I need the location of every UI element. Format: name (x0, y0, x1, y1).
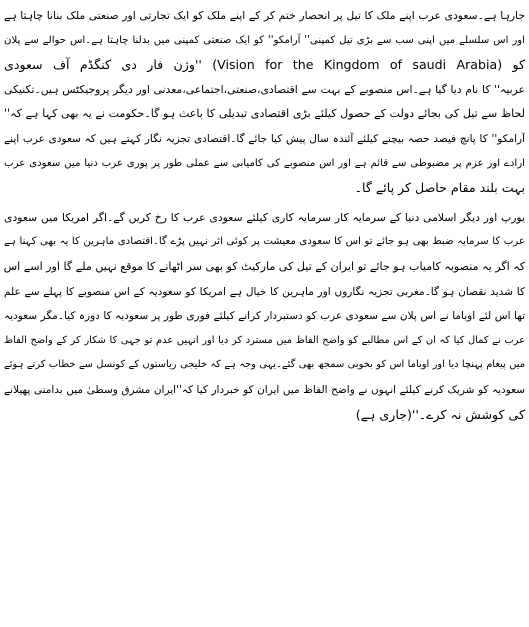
text-line: کو (Vision for the Kingdom of saudi Arabia) ''وژن فار دی کنگڈم آف سعودی (4, 57, 525, 73)
article-paragraph-1 (4, 4, 525, 201)
text-line: کی کوشش نہ کرے۔''(جاری ہے) (355, 406, 525, 422)
text-line: عربیہ'' کا نام دیا گیا ہے۔اس منصوبے کے بہت سے اقتصادی،صنعتی،اجتماعی،معدنی اور دیگر پروجیکٹس ہیں۔تکنیکی (4, 82, 525, 96)
text-line: لحاظ سے تیل کی بجائے دولت کے حصول کیلئے بڑی اقتصادی تبدیلی کا باعث ہو گا۔حکومت نے یہ بھی کہا ہے کہ'' (4, 107, 525, 121)
text-line: تھا اس لئے اوباما نے اس پلان سے سعودی عرب کو دستبردار کرانے کیلئے فوری طور پر سعودیہ کا دورہ کیا۔مگر سعودیہ (4, 310, 525, 323)
text-line: اور اس سلسلے میں اپنی سب سے بڑی تیل کمپنی'' آرامکو'' کو ایک صنعتی کمپنی میں بدلنا چاہتا ہے۔اس حوالے سے پلان (4, 34, 525, 46)
text-line: یورپ اور دیگر اسلامی دنیا کے سرمایہ کار سرمایہ کاری کیلئے سعودی عرب کا رخ کریں گے۔اگر امریکا میں سعودی (4, 210, 525, 224)
text-line: ارادے اور عزم پر مضبوطی سے قائم ہے اور اس منصوبے کی کامیابی سے عملی طور پر پوری عرب دنیا میں سعودی عرب (4, 157, 525, 169)
text-line: جارہا ہے۔سعودی عرب اپنے ملک کا تیل پر انحصار ختم کر کے اپنے ملک کو ایک تجارتی اور صنعتی ملک بنانا چاہتا ہے (4, 9, 525, 22)
text-line: عرب نے کمال کیا کہ ان کے اس مطالبے کو واضح الفاظ میں مسترد کر دیا اور انہیں عدم تو جہی کا شکار کر کے واضح الفاظ (4, 334, 525, 346)
text-line: میں پیغام پہنچا دیا اور اوباما اس کو بخوبی سمجھ بھی گئے۔یہی وجہ ہے کہ خلیجی ریاستوں کے کونسل سے خطاب کرتے ہوئے (4, 359, 525, 371)
text-line: آرامکو'' کا پانچ فیصد حصہ بیچنے کیلئے آئندہ سال پیش کیا جائے گا۔اقتصادی تجزیہ نگار کہتے ہیں کہ سعودی عرب اپنے (4, 132, 525, 145)
text-line: عرب کا سرمایہ ضبط بھی ہو جائے تو اس کا سعودی معیشت پر کوئی اثر نہیں پڑے گا۔اقتصادی ماہرین کا یہ بھی کہنا ہے (4, 236, 525, 248)
text-line: سعودیہ کو شریک کرنے کیلئے انہوں نے واضح الفاظ میں ایران کو خبردار کیا کہ''ایران مشرق وسطیٰ میں بدامنی پھیلانے (4, 383, 525, 396)
article-paragraph-2 (4, 206, 525, 427)
text-line: کہ اگر یہ منصوبہ کامیاب ہو جائے تو ایران کے تیل کی مارکیٹ کو بھی سر اٹھانے کا موقع نہیں ملے گا اور اسے اس (4, 259, 525, 273)
text-line: بہت بلند مقام حاصل کر پائے گا۔ (354, 180, 525, 196)
text-line: کا شدید نقصان ہو گا۔مغربی تجزیہ نگاروں اور ماہرین کا خیال ہے امریکا کو سعودیہ کے اس منصوبے کا پہلے سے علم (4, 285, 525, 298)
